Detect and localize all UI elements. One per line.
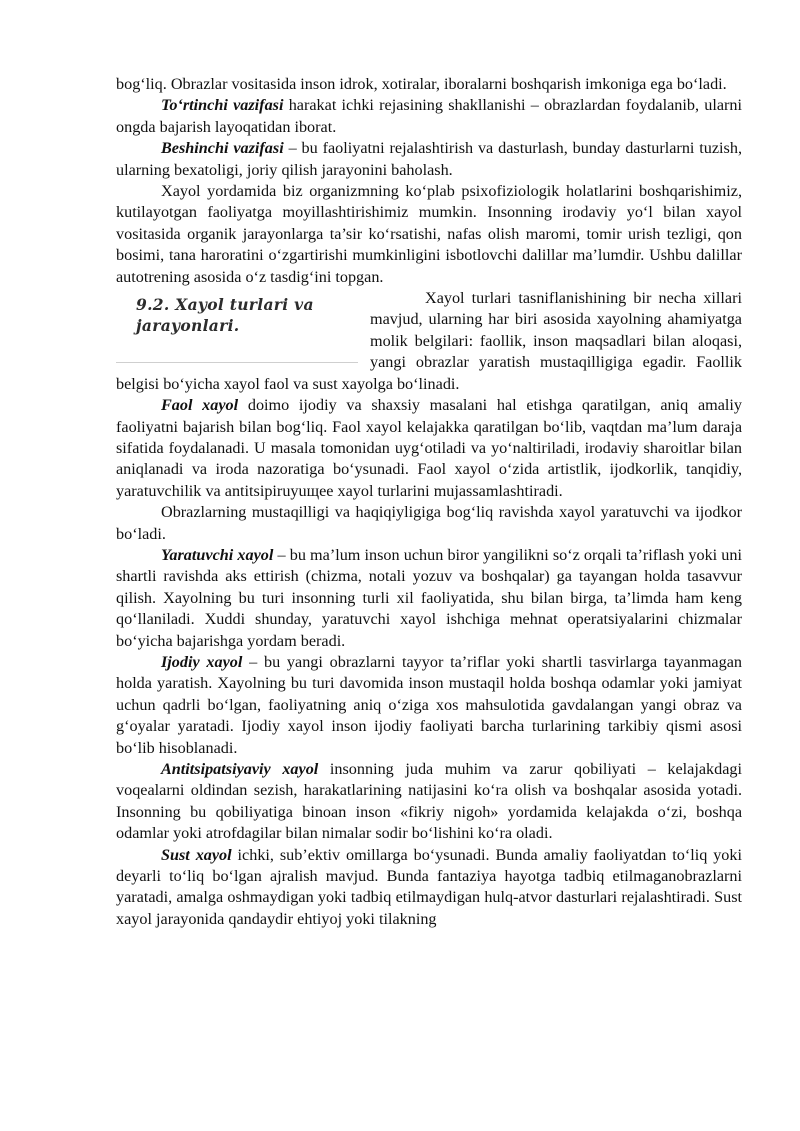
- term-creative-imagination: Ijodiy xayol: [161, 652, 243, 671]
- paragraph-text: – bu yangi obrazlarni tayyor ta’riflar yoki shartli tasvirlarga tayanmagan holda yaratish. Xayolning bu turi davomida inson mustaqil holda boshqa odamlar yoki jamiyat uchun qadrli bo‘lgan, faoliyatning aniq o‘ziga xos mahsulotida gavdalangan yangi obraz va g‘oyalar yaratadi. Ijodiy xayol inson ijodiy faoliyati barcha turlarining tarkibiy qismi asosi bo‘lib hisoblanadi.: [116, 652, 742, 757]
- section-heading-box: [116, 290, 358, 363]
- document-page: [116, 74, 742, 930]
- paragraph-passive-imagination: [116, 845, 742, 931]
- section-heading-line: 9.2. Xayol turlari va: [136, 295, 314, 315]
- paragraph: Obrazlarning mustaqilligi va haqiqiyligiga bog‘liq ravishda xayol yaratuvchi va ijodkor bo‘ladi.: [116, 503, 742, 543]
- paragraph: bog‘liq. Obrazlar vositasida inson idrok, xotiralar, iboralarni boshqarish imkoniga ega bo‘ladi.: [116, 75, 727, 93]
- paragraph: Xayol yordamida biz organizmning ko‘plab psixofiziologik holatlarini boshqarishimiz, kutilayotgan faoliyatga moyillashtirishimiz mumkin. Insonning irodaviy yo‘l bilan xayol vositasida organik jarayonlarga ta’sir ko‘rsatishi, nafas olish maromi, tomir urish tezligi, qon bosimi, tana haroratini o‘zgartirishi mumkinligini isbotlovchi dalillar ma’lumdir. Ushbu dalillar autotrening asosida o‘z tasdig‘ini topgan.: [116, 182, 742, 286]
- paragraph-creating-imagination: [116, 545, 742, 652]
- term-creating-imagination: Yaratuvchi xayol: [161, 545, 274, 564]
- term-fourth-function: To‘rtinchi vazifasi: [161, 96, 284, 115]
- term-passive-imagination: Sust xayol: [161, 845, 232, 864]
- paragraph-creative-imagination: [116, 652, 742, 759]
- paragraph-anticipatory-imagination: [116, 759, 742, 845]
- paragraph-text: insonning juda muhim va zarur qobiliyati – kelajakdagi voqealarni oldindan sezish, harakatlarining natijasini ko‘ra olish va boshqalar asosida yotadi. Insonning bu qobiliyatiga binoan inson «fikriy nigoh» yordamida kelajakda o‘zi, boshqa odamlar yoki atrofdagilar bilan nimalar sodir bo‘lishini ko‘ra oladi.: [116, 760, 742, 843]
- paragraph-fifth-function: [116, 138, 742, 181]
- term-anticipatory-imagination: Antitsipatsiyaviy xayol: [161, 760, 319, 778]
- section-heading: [136, 294, 314, 336]
- paragraph-active-imagination: [116, 395, 742, 502]
- section-heading-line: jarayonlari.: [136, 316, 240, 336]
- paragraph-text: harakat ichki rejasining shakllanishi – obrazlardan foydalanib, ularni ongda bajarish layoqatidan iborat.: [116, 96, 742, 136]
- term-fifth-function: Beshinchi vazifasi: [161, 139, 284, 158]
- paragraph-xayol-types: Xayol turlari tasniflanishining bir necha xillari mavjud, ularning har biri asosida xayolning ahamiyatga molik belgilari: faollik, inson maqsadlari bilan aloqasi, yangi obrazlar yaratish mustaqilligiga egadir. Faollik belgisi bo‘yicha xayol faol va sust xayolga bo‘linadi.: [116, 289, 742, 393]
- paragraph-text: doimo ijodiy va shaxsiy masalani hal etishga qaratilgan, aniq amaliy faoliyatni bajarish bilan bog‘liq. Faol xayol kelajakka qaratilgan bo‘lib, vaqtdan ma’lum daraja sifatida foydalanadi. U masala tomonidan uyg‘otiladi va yo‘naltiriladi, irodaviy sharoitlar bilan aniqlanadi va iroda nazoratiga bo‘ysunadi. Faol xayol o‘zida artistlik, ijodkorlik, tanqidiy, yaratuvchilik va antitsipiruyuщee xayol turlarini mujassamlashtiradi.: [116, 396, 742, 500]
- paragraph-text: – bu ma’lum inson uchun biror yangilikni so‘z orqali ta’riflash yoki uni shartli ravishda aks ettirish (chizma, notali yozuv va boshqalar) ga tayangan holda tasavvur qilish. Xayolning bu turi insonning turli xil faoliyatida, shu bilan birga, ta’limda ham keng qo‘llaniladi. Xuddi shunday, yaratuvchi xayol ishchiga mehnat operatsiyalarini chizmalar bo‘yicha bajarishga yordam beradi.: [116, 545, 742, 650]
- paragraph-text: ichki, sub’ektiv omillarga bo‘ysunadi. Bunda amaliy faoliyatdan to‘liq yoki deyarli to‘liq bo‘lgan ajralish mavjud. Bunda fantaziya hayotga tadbiq etilmaganobrazlarni yaratadi, amalga oshmaydigan yoki tadbiq etilmaydigan hulq-atvor dasturlari rejalashtiradi. Sust xayol jarayonida qandaydir ehtiyoj yoki tilakning: [116, 845, 742, 928]
- paragraph-fourth-function: [116, 95, 742, 138]
- term-active-imagination: Faol xayol: [161, 396, 239, 415]
- paragraph-text: – bu faoliyatni rejalashtirish va dasturlash, bunday dasturlarni tuzish, ularning bexatoligi, joriy qilish jarayonini baholash.: [116, 139, 742, 179]
